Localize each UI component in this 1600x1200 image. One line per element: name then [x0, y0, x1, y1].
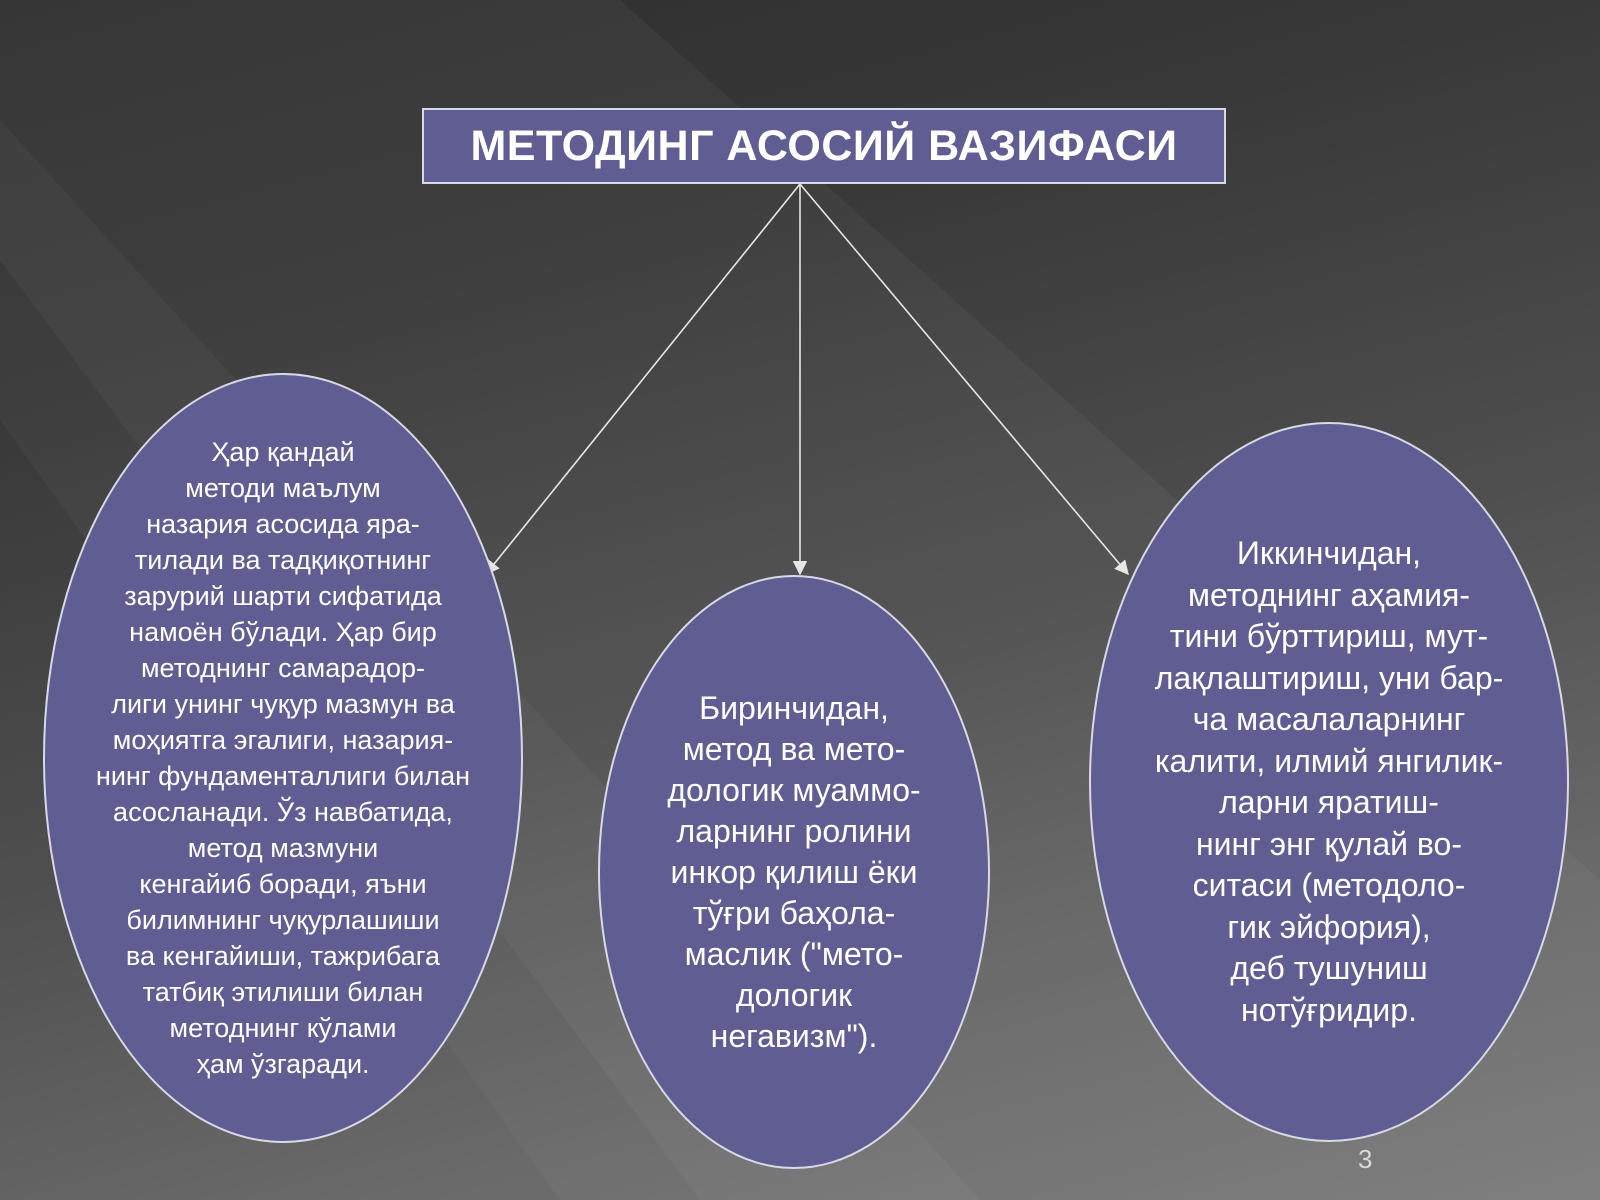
connector-to-left-node	[486, 184, 800, 574]
left-node	[43, 373, 523, 1143]
right-node-text: Иккинчидан, методнинг аҳамия- тини бўрттириш, мут- лақлаштириш, уни бар- ча масалаларнинг калити, илмий янгилик- ларни яратиш- нинг энг қулай во- ситаси (методоло- гик эйфория), деб тушуниш нотўғридир.	[1154, 535, 1504, 1028]
right-node	[1089, 422, 1569, 1142]
diagram-title: МЕТОДИНГ АСОСИЙ ВАЗИФАСИ	[470, 121, 1178, 170]
left-node-text: Ҳар қандай методи маълум назария асосида яра- тилади ва тадқиқотнинг зарурий шарти сифатида намоён бўлади. Ҳар бир методнинг самарадор- лиги унинг чуқур мазмун ва моҳиятга эгалиги, назария- нинг фундаменталлиги билан асосланади. Ўз навбатида, метод мазмуни кенгайиб боради, яъни билимнинг чуқурлашиши ва кенгайиши, тажрибага татбиқ этилиши билан методнинг кўлами ҳам ўзгаради.	[95, 437, 471, 1079]
connector-to-right-node	[800, 184, 1128, 574]
center-node	[598, 575, 990, 1169]
title-box	[422, 108, 1226, 184]
page-number: 3	[1358, 1144, 1373, 1174]
center-node-text: Биринчидан, метод ва мето- дологик муаммо- ларнинг ролини инкор қилиш ёки тўғри баҳола- маслик ("мето- дологик негавизм").	[667, 689, 921, 1054]
